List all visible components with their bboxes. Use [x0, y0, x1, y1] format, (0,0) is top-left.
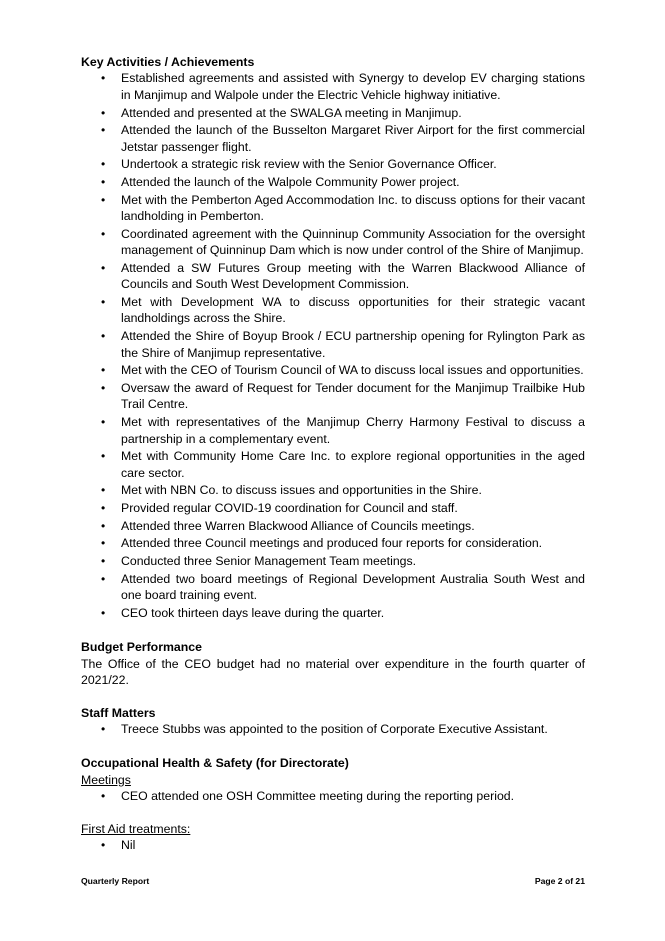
- bullet-icon: •: [101, 722, 106, 737]
- list-item-text: Treece Stubbs was appointed to the position of Corporate Executive Assistant.: [121, 722, 548, 737]
- bullet-icon: •: [101, 226, 106, 241]
- list-item: [81, 260, 585, 293]
- footer-page-number: Page 2 of 21: [534, 876, 585, 886]
- staff-matters-list: [81, 721, 585, 737]
- ohs-heading: Occupational Health & Safety (for Directorate): [81, 756, 349, 771]
- first-aid-subheading: First Aid treatments:: [81, 821, 191, 836]
- bullet-icon: •: [101, 415, 106, 430]
- list-item: [81, 448, 585, 481]
- list-item-text: Attended the launch of the Busselton Margaret River Airport for the first commercial Jetstar passenger flight.: [121, 123, 585, 154]
- bullet-icon: •: [101, 554, 106, 569]
- list-item-text: Nil: [121, 838, 136, 853]
- list-item-text: Met with representatives of the Manjimup Cherry Harmony Festival to discuss a partnership in a complementary event.: [121, 415, 585, 446]
- list-item: [81, 122, 585, 155]
- list-item-text: CEO attended one OSH Committee meeting during the reporting period.: [121, 789, 515, 804]
- bullet-icon: •: [101, 295, 106, 310]
- list-item-text: Conducted three Senior Management Team meetings.: [121, 554, 417, 569]
- first-aid-list: [81, 837, 585, 853]
- list-item: [81, 788, 585, 804]
- list-item: [81, 837, 585, 853]
- bullet-icon: •: [101, 449, 106, 464]
- list-item: [81, 553, 585, 569]
- list-item: [81, 226, 585, 259]
- bullet-icon: •: [101, 157, 106, 172]
- bullet-icon: •: [101, 380, 106, 395]
- budget-performance-text: The Office of the CEO budget had no material over expenditure in the fourth quarter of 2021/22.: [81, 656, 585, 687]
- key-activities-heading: Key Activities / Achievements: [81, 55, 255, 69]
- bullet-icon: •: [101, 605, 106, 620]
- bullet-icon: •: [101, 192, 106, 207]
- bullet-icon: •: [101, 105, 106, 120]
- list-item: [81, 174, 585, 190]
- list-item-text: CEO took thirteen days leave during the quarter.: [121, 605, 385, 620]
- bullet-icon: •: [101, 789, 106, 804]
- list-item-text: Met with Community Home Care Inc. to explore regional opportunities in the aged care sector.: [121, 449, 585, 480]
- list-item: [81, 535, 585, 551]
- bullet-icon: •: [101, 536, 106, 551]
- bullet-icon: •: [101, 175, 106, 190]
- bullet-icon: •: [101, 571, 106, 586]
- bullet-icon: •: [101, 329, 106, 344]
- page-footer: [81, 876, 585, 886]
- budget-performance-heading: Budget Performance: [81, 640, 202, 655]
- bullet-icon: •: [101, 838, 106, 853]
- list-item: [81, 362, 585, 378]
- list-item-text: Attended a SW Futures Group meeting with the Warren Blackwood Alliance of Councils and South West Development Commission.: [121, 260, 585, 292]
- list-item: [81, 328, 585, 361]
- list-item: [81, 192, 585, 225]
- list-item-text: Attended the launch of the Walpole Community Power project.: [121, 175, 460, 190]
- list-item-text: Oversaw the award of Request for Tender document for the Manjimup Trailbike Hub Trail Centre.: [121, 380, 585, 412]
- list-item-text: Attended three Council meetings and produced four reports for consideration.: [121, 536, 543, 551]
- list-item-text: Met with NBN Co. to discuss issues and opportunities in the Shire.: [121, 483, 482, 498]
- list-item: [81, 721, 585, 737]
- bullet-icon: •: [101, 363, 106, 378]
- list-item: [81, 518, 585, 534]
- list-item-text: Established agreements and assisted with Synergy to develop EV charging stations in Manjimup and Walpole under the Electric Vehicle highway initiative.: [121, 71, 585, 102]
- list-item: [81, 105, 585, 121]
- list-item: [81, 70, 585, 103]
- bullet-icon: •: [101, 518, 106, 533]
- bullet-icon: •: [101, 260, 106, 275]
- list-item: [81, 156, 585, 172]
- meetings-subheading: Meetings: [81, 772, 131, 787]
- list-item-text: Coordinated agreement with the Quinninup Community Association for the oversight management of Quinninup Dam which is now under control of the Shire of Manjimup.: [121, 226, 585, 258]
- list-item: [81, 414, 585, 447]
- list-item-text: Attended the Shire of Boyup Brook / ECU partnership opening for Rylington Park as the Shire of Manjimup representative.: [121, 329, 585, 360]
- list-item-text: Met with the CEO of Tourism Council of WA to discuss local issues and opportunities.: [121, 363, 584, 378]
- staff-matters-heading: Staff Matters: [81, 705, 156, 720]
- footer-report-title: Quarterly Report: [81, 876, 150, 886]
- list-item-text: Attended three Warren Blackwood Alliance of Councils meetings.: [121, 518, 475, 533]
- meetings-list: [81, 788, 585, 804]
- bullet-icon: •: [101, 483, 106, 498]
- list-item-text: Met with Development WA to discuss opportunities for their strategic vacant landholdings across the Shire.: [121, 295, 585, 326]
- list-item: [81, 500, 585, 516]
- list-item-text: Provided regular COVID-19 coordination for Council and staff.: [121, 501, 458, 516]
- list-item-text: Undertook a strategic risk review with the Senior Governance Officer.: [121, 157, 497, 172]
- bullet-icon: •: [101, 71, 106, 86]
- bullet-icon: •: [101, 501, 106, 516]
- list-item-text: Attended and presented at the SWALGA meeting in Manjimup.: [121, 105, 462, 120]
- page-content: [81, 54, 585, 855]
- list-item-text: Attended two board meetings of Regional Development Australia South West and one board training event.: [121, 571, 585, 603]
- list-item: [81, 482, 585, 498]
- key-activities-list: [81, 70, 585, 621]
- list-item: [81, 380, 585, 413]
- bullet-icon: •: [101, 123, 106, 138]
- list-item: [81, 571, 585, 604]
- list-item-text: Met with the Pemberton Aged Accommodation Inc. to discuss options for their vacant landholding in Pemberton.: [121, 192, 585, 224]
- list-item: [81, 605, 585, 621]
- list-item: [81, 294, 585, 327]
